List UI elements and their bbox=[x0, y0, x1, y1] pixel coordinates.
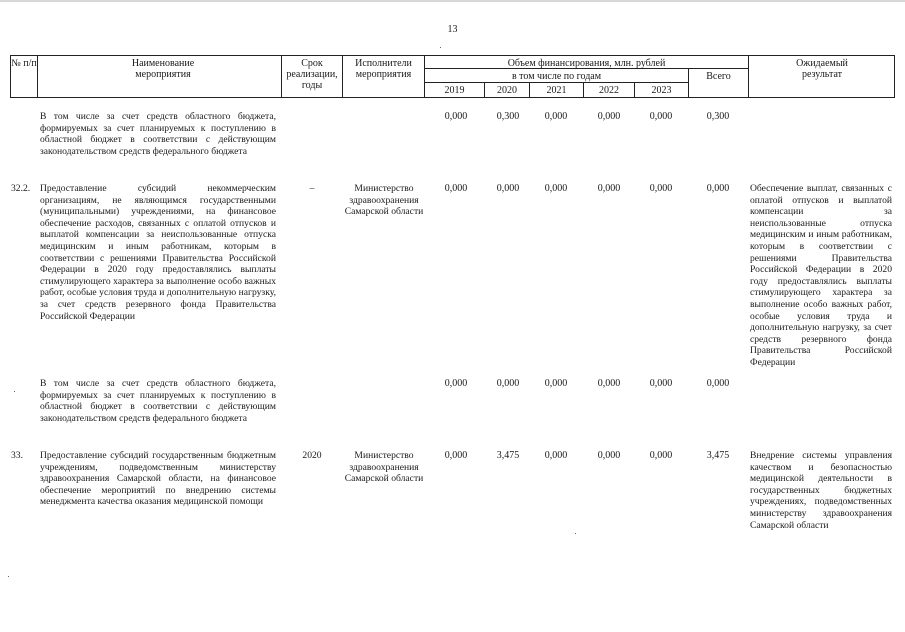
header-year-2019: 2019 bbox=[444, 85, 465, 96]
row-total: 0,000 bbox=[706, 378, 730, 389]
page-number: 13 bbox=[447, 24, 458, 35]
scan-speck bbox=[8, 576, 9, 577]
header-term: Срок реализации, годы bbox=[286, 58, 338, 91]
row-value-2019: 0,000 bbox=[444, 183, 468, 194]
row-value-2019: 0,000 bbox=[444, 378, 468, 389]
header-exec: Исполнители мероприятия bbox=[355, 58, 412, 80]
row-name: В том числе за счет средств областного бюджета, формируемых за счет планируемых к поступлению в областной бюджет в соответствии с действующим законодательством средств федерального бюджета bbox=[40, 111, 276, 157]
row-value-2023: 0,000 bbox=[649, 378, 673, 389]
row-total: 3,475 bbox=[706, 450, 730, 461]
row-total: 0,300 bbox=[706, 111, 730, 122]
row-total: 0,000 bbox=[706, 183, 730, 194]
row-value-2021: 0,000 bbox=[544, 378, 568, 389]
row-name: Предоставление субсидий некоммерческим организациям, не являющимся государственными (муниципальными) учреждениями, на финансовое обеспечение расходов, связанных с оплатой отпусков и выплатой компенсации за неиспользованные отпуска медицинским и иным работникам, которым в соответствии с решениями Правительства Российской Федерации в 2020 году предоставлялись выплаты стимулирующего характера за выполнение особо важных работ, особые условия труда и дополнительную нагрузку, за счет средств резервного фонда Правительства Российской Федерации bbox=[40, 183, 276, 322]
header-financing: Объем финансирования, млн. рублей bbox=[507, 58, 666, 69]
header-by-years: в том числе по годам bbox=[511, 71, 602, 82]
row-value-2022: 0,000 bbox=[597, 111, 621, 122]
row-value-2020: 0,000 bbox=[496, 378, 520, 389]
header-name: Наименование мероприятия bbox=[131, 58, 195, 80]
row-name: Предоставление субсидий государственным бюджетным учреждениям, подведомственным министерству здравоохранения Самарской области, на финансовое обеспечение мероприятий по внедрению системы менеджмента качества оказания медицинской помощи bbox=[40, 450, 276, 508]
scan-speck bbox=[575, 533, 576, 534]
row-value-2023: 0,000 bbox=[649, 450, 673, 461]
row-value-2019: 0,000 bbox=[444, 111, 468, 122]
row-result: Обеспечение выплат, связанных с оплатой отпусков и выплатой компенсации за неиспользованные отпуска медицинским и иным работникам, которым в соответствии с решениями Правительства Российской Федерации в 2020 году предоставлялись выплаты стимулирующего характера за выполнение особо важных работ, особые условия труда и дополнительную нагрузку, за счет средств резервного фонда Правительства Российской Федерации bbox=[750, 183, 892, 368]
scan-speck bbox=[14, 391, 15, 392]
row-number: 32.2. bbox=[11, 183, 31, 194]
header-year-2021: 2021 bbox=[546, 85, 567, 96]
row-term: – bbox=[309, 183, 315, 194]
row-value-2023: 0,000 bbox=[649, 111, 673, 122]
row-name: В том числе за счет средств областного бюджета, формируемых за счет планируемых к поступлению в областной бюджет в соответствии с действующим законодательством средств федерального бюджета bbox=[40, 378, 276, 424]
header-year-2023: 2023 bbox=[651, 85, 672, 96]
row-number: 33. bbox=[11, 450, 23, 461]
row-result: Внедрение системы управления качеством и безопасностью медицинской деятельности в государственных бюджетных учреждениях, подведомственных министерству здравоохранения Самарской области bbox=[750, 450, 892, 531]
row-value-2022: 0,000 bbox=[597, 378, 621, 389]
row-value-2021: 0,000 bbox=[544, 183, 568, 194]
row-value-2020: 0,300 bbox=[496, 111, 520, 122]
row-value-2022: 0,000 bbox=[597, 450, 621, 461]
page-edge bbox=[0, 0, 905, 2]
header-result: Ожидаемый результат bbox=[796, 58, 848, 80]
row-value-2020: 0,000 bbox=[496, 183, 520, 194]
row-value-2020: 3,475 bbox=[496, 450, 520, 461]
header-no: № п/п bbox=[11, 58, 37, 69]
row-term: 2020 bbox=[302, 450, 322, 461]
row-value-2021: 0,000 bbox=[544, 111, 568, 122]
scan-speck bbox=[440, 47, 441, 48]
row-executor: Министерство здравоохранения Самарской области bbox=[344, 183, 424, 218]
row-executor: Министерство здравоохранения Самарской области bbox=[344, 450, 424, 485]
row-value-2023: 0,000 bbox=[649, 183, 673, 194]
header-year-2022: 2022 bbox=[599, 85, 619, 96]
header-total: Всего bbox=[706, 71, 731, 82]
row-value-2019: 0,000 bbox=[444, 450, 468, 461]
row-value-2022: 0,000 bbox=[597, 183, 621, 194]
header-year-2020: 2020 bbox=[497, 85, 517, 96]
row-value-2021: 0,000 bbox=[544, 450, 568, 461]
